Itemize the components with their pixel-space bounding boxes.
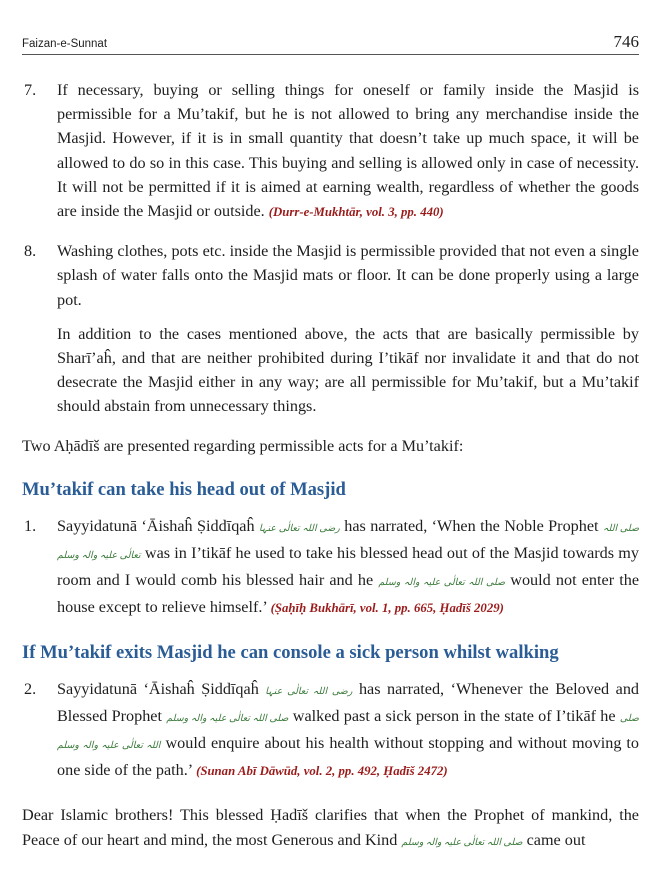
hadith-text: would enquire about his health without stopping and without moving to one side of the path.’ — [57, 734, 640, 780]
item-text: If necessary, buying or selling things for oneself or family inside the Masjid is permissible for a Mu’takif, but he is not allowed to bring any merchandise inside the Masjid. However, if it is in small quantity that doesn’t take up much space, it will be allowed to do so in this case. This buying and selling is allowed only in case of necessity. It will not be permitted if it is aimed at earning wealth, regardless of whether the goods are inside the Masjid or outside. — [57, 81, 639, 221]
item-number: 7. — [24, 81, 37, 99]
continuation-paragraph: In addition to the cases mentioned above, the acts that are basically permissible by Sharī’aĥ, and that are neither prohibited during I’tikāf nor invalidate it and that do not desecrate the Masjid either in any way; are all permissible for Mu’takif, but a Mu’takif should abstain from unnecessary things. — [57, 324, 639, 416]
item-number: 8. — [24, 242, 37, 261]
hadith-text: Sayyidatunā ‘Āishaĥ Ṣiddīqaĥ — [57, 679, 259, 698]
reference-citation: (Ṣaḥīḥ Bukhārī, vol. 1, pp. 665, Ḥadīš 2029) — [270, 601, 504, 616]
item-text: Washing clothes, pots etc. inside the Masjid is permissible provided that not even a single splash of water falls onto the Masjid mats or floor. It can be done properly using a large pot. — [57, 242, 639, 309]
salutation-calligraphy: صلی اللہ تعالٰی علیہ والہ وسلم — [378, 578, 506, 589]
item-number: 2. — [24, 679, 37, 698]
page-number: 746 — [613, 32, 639, 51]
reference-citation: (Durr-e-Mukhtār, vol. 3, pp. 440) — [268, 205, 444, 220]
hadith-text: Sayyidatunā ‘Āishaĥ Ṣiddīqaĥ — [57, 516, 255, 535]
page-body — [22, 78, 639, 855]
item-number: 1. — [24, 516, 37, 535]
hadith-text: walked past a sick person in the state of I’tikāf he — [292, 706, 616, 725]
salutation-calligraphy: رضی اللہ تعالٰی عنہا — [258, 523, 340, 534]
section-heading: Mu’takif can take his head out of Masjid — [22, 478, 346, 500]
intro-paragraph: Two Aḥādīš are presented regarding permissible acts for a Mu’takif: — [22, 436, 464, 455]
salutation-calligraphy: صلی اللہ تعالٰی علیہ والہ وسلم — [57, 713, 639, 752]
hadith-item-1 — [22, 514, 639, 621]
book-title: Faizan-e-Sunnat — [22, 38, 108, 50]
page-header — [22, 26, 639, 55]
hadith-text: was in I’tikāf he used to take his blessed head out of the Masjid towards my room and I would comb his blessed hair and he — [57, 544, 639, 590]
salutation-calligraphy: صلی اللہ تعالٰی علیہ والہ وسلم — [401, 837, 523, 848]
closing-text: came out — [526, 830, 586, 849]
salutation-calligraphy: رضی اللہ تعالٰی عنہا — [265, 686, 353, 697]
closing-paragraph — [22, 803, 639, 854]
hadith-text: has narrated, ‘Whenever the Beloved and Blessed Prophet — [57, 679, 640, 725]
reference-citation: (Sunan Abī Dāwūd, vol. 2, pp. 492, Ḥadīš 2472) — [196, 764, 448, 779]
section-heading: If Mu’takif exits Masjid he can console a sick person whilst walking — [22, 641, 559, 663]
hadith-text: would not enter the house except to relieve himself.’ — [57, 571, 640, 617]
closing-text: Dear Islamic brothers! This blessed Ḥadīš clarifies that when the Prophet of mankind, the Peace of our heart and mind, the most Generous and Kind — [22, 806, 639, 849]
list-item-8 — [22, 239, 639, 312]
hadith-item-2 — [22, 677, 639, 784]
hadith-text: has narrated, ‘When the Noble Prophet — [344, 516, 599, 535]
salutation-calligraphy: صلی اللہ تعالٰی علیہ والہ وسلم — [57, 523, 640, 562]
salutation-calligraphy: صلی اللہ تعالٰی علیہ والہ وسلم — [166, 713, 289, 724]
list-item-7 — [22, 78, 639, 224]
